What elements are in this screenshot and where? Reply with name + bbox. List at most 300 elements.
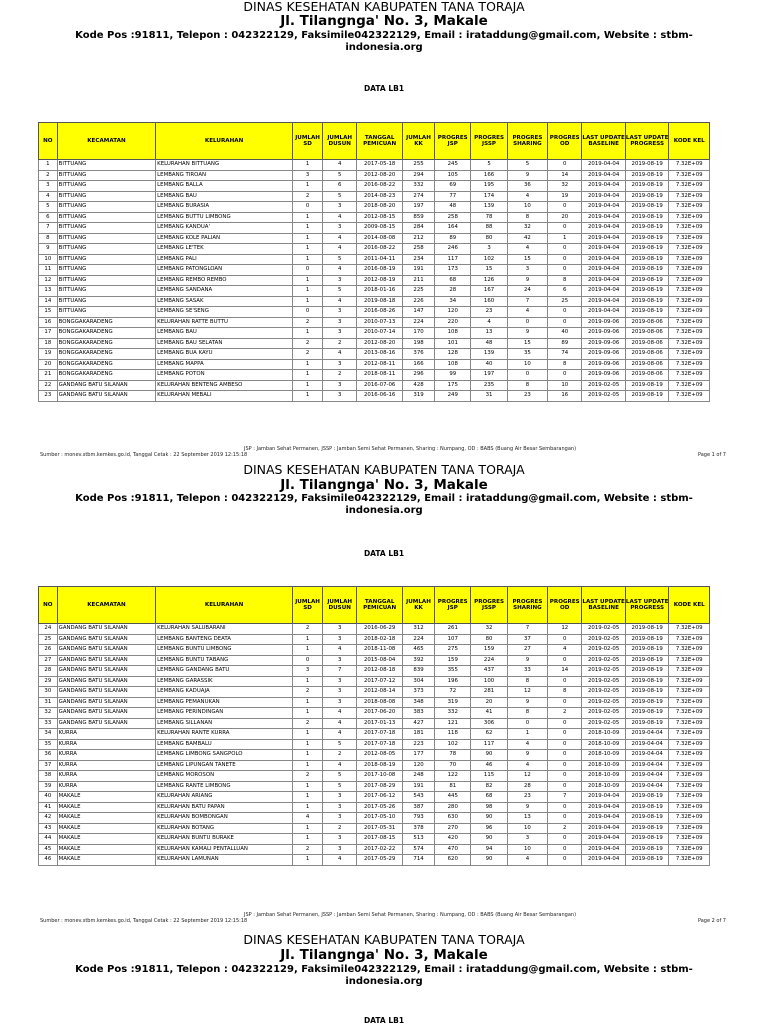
table-cell: KELURAHAN LAMUNAN bbox=[156, 855, 293, 866]
table-cell: 376 bbox=[402, 349, 434, 360]
table-cell: 7.32E+09 bbox=[669, 634, 710, 645]
table-cell: 2017-07-18 bbox=[357, 739, 403, 750]
table-cell: 1 bbox=[293, 233, 323, 244]
table-cell: 1 bbox=[293, 708, 323, 719]
table-cell: 115 bbox=[471, 771, 507, 782]
table-cell: 80 bbox=[471, 634, 507, 645]
table-cell: 7.32E+09 bbox=[669, 792, 710, 803]
table-cell: 620 bbox=[435, 855, 471, 866]
table-cell: GANDANG BATU SILANAN bbox=[57, 391, 156, 402]
table-cell: 513 bbox=[402, 834, 434, 845]
table-cell: 121 bbox=[435, 718, 471, 729]
table-cell: 7.32E+09 bbox=[669, 750, 710, 761]
column-header: JUMLAH DUSUN bbox=[323, 123, 357, 160]
table-cell: MAKALE bbox=[57, 792, 156, 803]
doc-title: DATA LB1 bbox=[363, 549, 405, 558]
table-cell: 12 bbox=[39, 275, 58, 286]
table-cell: 4 bbox=[323, 212, 357, 223]
table-cell: 2019-08-19 bbox=[625, 687, 669, 698]
org-contact: Kode Pos :91811, Telepon : 042322129, Faksimile042322129, Email : irataddung@gmail.com, Website : stbm-indonesia.org bbox=[75, 493, 693, 516]
table-cell: 4 bbox=[507, 244, 547, 255]
table-cell: BONGGAKARADENG bbox=[57, 370, 156, 381]
table-cell: 7.32E+09 bbox=[669, 739, 710, 750]
table-cell: 9 bbox=[507, 328, 547, 339]
table-cell: KELURAHAN MEBALI bbox=[156, 391, 293, 402]
table-row bbox=[39, 265, 710, 276]
table-cell: 4 bbox=[39, 191, 58, 202]
table-cell: 630 bbox=[435, 813, 471, 824]
table-cell: 2 bbox=[293, 844, 323, 855]
table-cell: 1 bbox=[293, 802, 323, 813]
table-cell: 2019-02-05 bbox=[582, 687, 626, 698]
table-cell: 2013-08-16 bbox=[357, 349, 403, 360]
table-row bbox=[39, 760, 710, 771]
table-cell: 2 bbox=[293, 771, 323, 782]
table-cell: 33 bbox=[507, 666, 547, 677]
table-cell: 2019-04-04 bbox=[625, 739, 669, 750]
table-cell: 0 bbox=[293, 307, 323, 318]
table-cell: 2019-08-19 bbox=[625, 624, 669, 635]
table-cell: 2019-04-04 bbox=[625, 750, 669, 761]
table-cell: 7.32E+09 bbox=[669, 624, 710, 635]
table-cell: 35 bbox=[507, 349, 547, 360]
table-cell: BITTUANG bbox=[57, 244, 156, 255]
table-cell: 2018-01-16 bbox=[357, 286, 403, 297]
table-cell: 4 bbox=[293, 813, 323, 824]
table-cell: 8 bbox=[39, 233, 58, 244]
table-cell: 117 bbox=[471, 739, 507, 750]
table-row bbox=[39, 328, 710, 339]
table-cell: 35 bbox=[39, 739, 58, 750]
table-cell: 428 bbox=[402, 380, 434, 391]
table-cell: KURRA bbox=[57, 781, 156, 792]
table-cell: 3 bbox=[293, 170, 323, 181]
table-cell: MAKALE bbox=[57, 834, 156, 845]
table-cell: 2016-08-22 bbox=[357, 181, 403, 192]
table-cell: GANDANG BATU SILANAN bbox=[57, 634, 156, 645]
table-cell: 147 bbox=[402, 307, 434, 318]
table-cell: 2019-02-05 bbox=[582, 655, 626, 666]
table-cell: MAKALE bbox=[57, 823, 156, 834]
table-row bbox=[39, 676, 710, 687]
table-cell: 3 bbox=[323, 834, 357, 845]
table-cell: 383 bbox=[402, 708, 434, 719]
table-cell: 10 bbox=[39, 254, 58, 265]
table-cell: 4 bbox=[323, 296, 357, 307]
table-header-row bbox=[39, 587, 710, 624]
legend-text: JSP : Jamban Sehat Permanen, JSSP : Jamban Semi Sehat Permanen, Sharing : Numpang, OD : BABS (Buang Air Besar Sembarangan) bbox=[243, 912, 577, 918]
table-cell: 7.32E+09 bbox=[669, 718, 710, 729]
table-row bbox=[39, 645, 710, 656]
column-header: PROGRES JSSP bbox=[471, 123, 507, 160]
table-cell: 30 bbox=[39, 687, 58, 698]
table-cell: 224 bbox=[402, 317, 434, 328]
table-cell: 1 bbox=[293, 254, 323, 265]
table-cell: 12 bbox=[507, 687, 547, 698]
table-cell: 166 bbox=[402, 359, 434, 370]
table-cell: 2019-04-04 bbox=[582, 265, 626, 276]
table-cell: LEMBANG BAMBALU bbox=[156, 739, 293, 750]
table-row bbox=[39, 254, 710, 265]
table-cell: 2018-11-08 bbox=[357, 645, 403, 656]
table-cell: 1 bbox=[293, 244, 323, 255]
table-cell: 2019-08-19 bbox=[625, 160, 669, 171]
table-cell: 2 bbox=[293, 338, 323, 349]
table-row bbox=[39, 181, 710, 192]
table-cell: 1 bbox=[293, 729, 323, 740]
table-cell: 0 bbox=[548, 676, 582, 687]
table-cell: 2016-07-06 bbox=[357, 380, 403, 391]
table-cell: KELURAHAN BUNTU BURAKE bbox=[156, 834, 293, 845]
column-header: LAST UPDATE PROGRESS bbox=[625, 587, 669, 624]
table-cell: 2019-04-04 bbox=[582, 244, 626, 255]
table-cell: 2017-08-15 bbox=[357, 834, 403, 845]
table-cell: 274 bbox=[402, 191, 434, 202]
table-cell: KELURAHAN RATTE BUTTU bbox=[156, 317, 293, 328]
table-cell: 1 bbox=[293, 855, 323, 866]
table-cell: 2012-08-05 bbox=[357, 750, 403, 761]
table-row bbox=[39, 391, 710, 402]
table-cell: 0 bbox=[548, 750, 582, 761]
table-cell: 108 bbox=[435, 328, 471, 339]
table-cell: GANDANG BATU SILANAN bbox=[57, 687, 156, 698]
table-cell: 226 bbox=[402, 296, 434, 307]
table-cell: 2019-04-04 bbox=[625, 781, 669, 792]
table-cell: LEMBANG BAU bbox=[156, 191, 293, 202]
table-cell: 304 bbox=[402, 676, 434, 687]
table-cell: 20 bbox=[471, 697, 507, 708]
table-cell: 2018-10-09 bbox=[582, 750, 626, 761]
table-cell: 0 bbox=[548, 813, 582, 824]
table-cell: BITTUANG bbox=[57, 202, 156, 213]
table-cell: 2012-08-14 bbox=[357, 687, 403, 698]
table-row bbox=[39, 781, 710, 792]
table-cell: 5 bbox=[323, 254, 357, 265]
column-header: LAST UPDATE BASELINE bbox=[582, 123, 626, 160]
table-cell: LEMBANG BUNTU LIMBONG bbox=[156, 645, 293, 656]
table-cell: 2 bbox=[39, 170, 58, 181]
table-cell: 445 bbox=[435, 792, 471, 803]
column-header: PROGRES SHARING bbox=[507, 587, 547, 624]
table-cell: KURRA bbox=[57, 771, 156, 782]
table-cell: 1 bbox=[293, 823, 323, 834]
table-cell: 355 bbox=[435, 666, 471, 677]
table-cell: 69 bbox=[435, 181, 471, 192]
table-cell: 2019-08-19 bbox=[625, 254, 669, 265]
table-cell: 2017-02-22 bbox=[357, 844, 403, 855]
column-header: PROGRES JSP bbox=[435, 123, 471, 160]
table-cell: 100 bbox=[471, 676, 507, 687]
table-row bbox=[39, 750, 710, 761]
table-cell: 4 bbox=[323, 718, 357, 729]
table-cell: 2019-08-06 bbox=[625, 317, 669, 328]
table-cell: LEMBANG LIMBONG SANGPOLO bbox=[156, 750, 293, 761]
table-cell: 89 bbox=[435, 233, 471, 244]
table-row bbox=[39, 771, 710, 782]
table-cell: KELURAHAN BOMBONGAN bbox=[156, 813, 293, 824]
table-cell: 1 bbox=[293, 391, 323, 402]
table-cell: 2019-04-04 bbox=[582, 191, 626, 202]
table-cell: 0 bbox=[548, 370, 582, 381]
table-cell: 26 bbox=[39, 645, 58, 656]
table-cell: 1 bbox=[293, 739, 323, 750]
table-row bbox=[39, 223, 710, 234]
table-cell: 1 bbox=[293, 750, 323, 761]
table-cell: 17 bbox=[39, 328, 58, 339]
table-row bbox=[39, 844, 710, 855]
table-cell: 3 bbox=[323, 813, 357, 824]
table-cell: 175 bbox=[435, 380, 471, 391]
table-cell: BITTUANG bbox=[57, 223, 156, 234]
table-cell: 167 bbox=[471, 286, 507, 297]
table-cell: 1 bbox=[293, 223, 323, 234]
table-cell: 3 bbox=[323, 317, 357, 328]
table-cell: 0 bbox=[548, 160, 582, 171]
table-cell: 2019-09-06 bbox=[582, 370, 626, 381]
table-cell: 3 bbox=[293, 666, 323, 677]
column-header: JUMLAH KK bbox=[402, 587, 434, 624]
table-cell: 261 bbox=[435, 624, 471, 635]
table-cell: 22 bbox=[39, 380, 58, 391]
table-cell: 1 bbox=[293, 697, 323, 708]
lb1-table-page-2 bbox=[38, 586, 710, 866]
table-cell: 37 bbox=[507, 634, 547, 645]
table-cell: 7.32E+09 bbox=[669, 223, 710, 234]
table-cell: 164 bbox=[435, 223, 471, 234]
table-cell: 10 bbox=[507, 844, 547, 855]
table-cell: 2019-08-19 bbox=[625, 708, 669, 719]
table-cell: 7.32E+09 bbox=[669, 160, 710, 171]
table-cell: 2018-08-11 bbox=[357, 370, 403, 381]
table-cell: 2017-05-29 bbox=[357, 855, 403, 866]
table-cell: 319 bbox=[435, 697, 471, 708]
table-cell: 2019-08-19 bbox=[625, 855, 669, 866]
table-cell: 2019-04-04 bbox=[582, 223, 626, 234]
table-cell: GANDANG BATU SILANAN bbox=[57, 697, 156, 708]
table-cell: LEMBANG TIROAN bbox=[156, 170, 293, 181]
table-cell: 246 bbox=[435, 244, 471, 255]
table-cell: 2019-04-04 bbox=[582, 307, 626, 318]
table-cell: 2019-08-19 bbox=[625, 655, 669, 666]
table-cell: 48 bbox=[435, 202, 471, 213]
table-cell: 2019-04-04 bbox=[582, 834, 626, 845]
table-cell: BITTUANG bbox=[57, 233, 156, 244]
table-cell: 10 bbox=[507, 202, 547, 213]
column-header: LAST UPDATE BASELINE bbox=[582, 587, 626, 624]
table-cell: 3 bbox=[323, 655, 357, 666]
table-cell: 1 bbox=[293, 359, 323, 370]
table-cell: GANDANG BATU SILANAN bbox=[57, 655, 156, 666]
table-cell: 1 bbox=[293, 286, 323, 297]
table-cell: 2017-06-12 bbox=[357, 792, 403, 803]
table-cell: 3 bbox=[323, 676, 357, 687]
table-cell: LEMBANG MAPPA bbox=[156, 359, 293, 370]
table-cell: 2019-04-04 bbox=[582, 254, 626, 265]
table-cell: 373 bbox=[402, 687, 434, 698]
table-cell: 28 bbox=[39, 666, 58, 677]
column-header: NO bbox=[39, 123, 58, 160]
column-header: JUMLAH SD bbox=[293, 123, 323, 160]
table-cell: 1 bbox=[293, 296, 323, 307]
table-cell: LEMBANG BUNTU TABANG bbox=[156, 655, 293, 666]
table-cell: 9 bbox=[507, 697, 547, 708]
table-cell: 2016-08-19 bbox=[357, 265, 403, 276]
table-cell: 258 bbox=[402, 244, 434, 255]
table-cell: 0 bbox=[293, 655, 323, 666]
table-cell: GANDANG BATU SILANAN bbox=[57, 645, 156, 656]
table-cell: 40 bbox=[471, 359, 507, 370]
table-cell: 8 bbox=[507, 676, 547, 687]
table-cell: 2019-08-19 bbox=[625, 391, 669, 402]
table-row bbox=[39, 708, 710, 719]
table-cell: 4 bbox=[323, 760, 357, 771]
table-row bbox=[39, 359, 710, 370]
table-row bbox=[39, 729, 710, 740]
table-cell: 2019-08-19 bbox=[625, 212, 669, 223]
table-cell: 32 bbox=[471, 624, 507, 635]
column-header: JUMLAH SD bbox=[293, 587, 323, 624]
table-cell: 3 bbox=[471, 244, 507, 255]
table-cell: 44 bbox=[39, 834, 58, 845]
table-cell: 88 bbox=[471, 223, 507, 234]
table-cell: GANDANG BATU SILANAN bbox=[57, 380, 156, 391]
table-cell: 31 bbox=[471, 391, 507, 402]
table-cell: 2019-08-19 bbox=[625, 191, 669, 202]
table-cell: 306 bbox=[471, 718, 507, 729]
doc-title: DATA LB1 bbox=[363, 1016, 405, 1025]
table-cell: LEMBANG RANTE LIMBONG bbox=[156, 781, 293, 792]
table-row bbox=[39, 191, 710, 202]
table-cell: 234 bbox=[402, 254, 434, 265]
table-cell: 191 bbox=[402, 781, 434, 792]
table-cell: 4 bbox=[323, 349, 357, 360]
table-cell: 10 bbox=[507, 359, 547, 370]
table-cell: 9 bbox=[507, 802, 547, 813]
table-cell: 1 bbox=[293, 634, 323, 645]
table-cell: KELURAHAN SALUBARANI bbox=[156, 624, 293, 635]
table-row bbox=[39, 823, 710, 834]
table-cell: 7.32E+09 bbox=[669, 697, 710, 708]
table-row bbox=[39, 307, 710, 318]
table-cell: 2019-09-06 bbox=[582, 338, 626, 349]
table-cell: 181 bbox=[402, 729, 434, 740]
table-cell: 27 bbox=[507, 645, 547, 656]
page-number: Page 2 of 7 bbox=[697, 918, 726, 924]
table-cell: KELURAHAN ARIANG bbox=[156, 792, 293, 803]
table-cell: 4 bbox=[507, 307, 547, 318]
source-text: Sumber : monev.stbm.kemkes.go.id, Tanggal Cetak : 22 September 2019 12:15:18 bbox=[40, 918, 248, 924]
table-cell: LEMBANG PALI bbox=[156, 254, 293, 265]
table-cell: 2019-04-04 bbox=[625, 760, 669, 771]
table-cell: 2019-04-04 bbox=[582, 275, 626, 286]
table-cell: 170 bbox=[402, 328, 434, 339]
table-cell: 2019-08-06 bbox=[625, 349, 669, 360]
table-cell: 2019-09-06 bbox=[582, 317, 626, 328]
table-cell: 1 bbox=[293, 760, 323, 771]
table-cell: 2018-10-09 bbox=[582, 771, 626, 782]
table-cell: 2017-01-13 bbox=[357, 718, 403, 729]
table-cell: 41 bbox=[471, 708, 507, 719]
table-cell: 7.32E+09 bbox=[669, 191, 710, 202]
table-cell: 4 bbox=[548, 645, 582, 656]
table-cell: 159 bbox=[471, 645, 507, 656]
table-cell: LEMBANG SILLANAN bbox=[156, 718, 293, 729]
table-cell: BONGGAKARADENG bbox=[57, 359, 156, 370]
table-cell: 296 bbox=[402, 370, 434, 381]
table-cell: 80 bbox=[471, 233, 507, 244]
table-cell: 42 bbox=[39, 813, 58, 824]
table-cell: 122 bbox=[435, 771, 471, 782]
table-cell: 48 bbox=[471, 338, 507, 349]
table-cell: 2 bbox=[293, 317, 323, 328]
table-cell: 166 bbox=[471, 170, 507, 181]
table-cell: 7.32E+09 bbox=[669, 286, 710, 297]
table-cell: 4 bbox=[507, 739, 547, 750]
table-cell: 7 bbox=[507, 296, 547, 307]
table-cell: 2019-04-04 bbox=[582, 202, 626, 213]
table-cell: 7.32E+09 bbox=[669, 391, 710, 402]
table-cell: LEMBANG GARASSIK bbox=[156, 676, 293, 687]
table-cell: 2010-07-13 bbox=[357, 317, 403, 328]
table-cell: 0 bbox=[548, 265, 582, 276]
table-cell: LEMBANG REMBO REMBO bbox=[156, 275, 293, 286]
table-cell: 46 bbox=[39, 855, 58, 866]
table-cell: 1 bbox=[548, 233, 582, 244]
table-cell: 0 bbox=[548, 834, 582, 845]
table-cell: 2019-04-04 bbox=[582, 855, 626, 866]
column-header: TANGGAL PEMICUAN bbox=[357, 587, 403, 624]
table-row bbox=[39, 813, 710, 824]
table-cell: 15 bbox=[471, 265, 507, 276]
column-header: PROGRES JSSP bbox=[471, 587, 507, 624]
table-cell: BITTUANG bbox=[57, 275, 156, 286]
table-cell: 2 bbox=[548, 823, 582, 834]
table-cell: LEMBANG POTON bbox=[156, 370, 293, 381]
table-cell: 118 bbox=[435, 729, 471, 740]
table-cell: 0 bbox=[548, 760, 582, 771]
table-cell: 159 bbox=[435, 655, 471, 666]
table-cell: 78 bbox=[471, 212, 507, 223]
table-cell: 2019-08-18 bbox=[357, 296, 403, 307]
table-cell: 15 bbox=[39, 307, 58, 318]
org-address: Jl. Tilangnga' No. 3, Makale bbox=[280, 947, 488, 963]
table-cell: LEMBANG LE'TEK bbox=[156, 244, 293, 255]
table-cell: 16 bbox=[548, 391, 582, 402]
table-cell: 2 bbox=[548, 708, 582, 719]
table-cell: 1 bbox=[293, 834, 323, 845]
table-cell: 0 bbox=[548, 844, 582, 855]
table-cell: 2019-04-04 bbox=[582, 212, 626, 223]
table-cell: 34 bbox=[39, 729, 58, 740]
table-cell: 8 bbox=[548, 359, 582, 370]
table-cell: 4 bbox=[323, 160, 357, 171]
table-cell: BONGGAKARADENG bbox=[57, 338, 156, 349]
table-cell: 280 bbox=[435, 802, 471, 813]
table-cell: 312 bbox=[402, 624, 434, 635]
table-cell: LEMBANG KOLE PALIAN bbox=[156, 233, 293, 244]
table-cell: 7.32E+09 bbox=[669, 181, 710, 192]
table-cell: LEMBANG BAU SELATAN bbox=[156, 338, 293, 349]
table-cell: 387 bbox=[402, 802, 434, 813]
table-cell: 82 bbox=[471, 781, 507, 792]
table-cell: 5 bbox=[323, 170, 357, 181]
table-cell: 0 bbox=[548, 718, 582, 729]
column-header: KELURAHAN bbox=[156, 123, 293, 160]
table-cell: 2019-08-19 bbox=[625, 718, 669, 729]
table-cell: 225 bbox=[402, 286, 434, 297]
table-cell: 1 bbox=[293, 370, 323, 381]
table-cell: 197 bbox=[402, 202, 434, 213]
